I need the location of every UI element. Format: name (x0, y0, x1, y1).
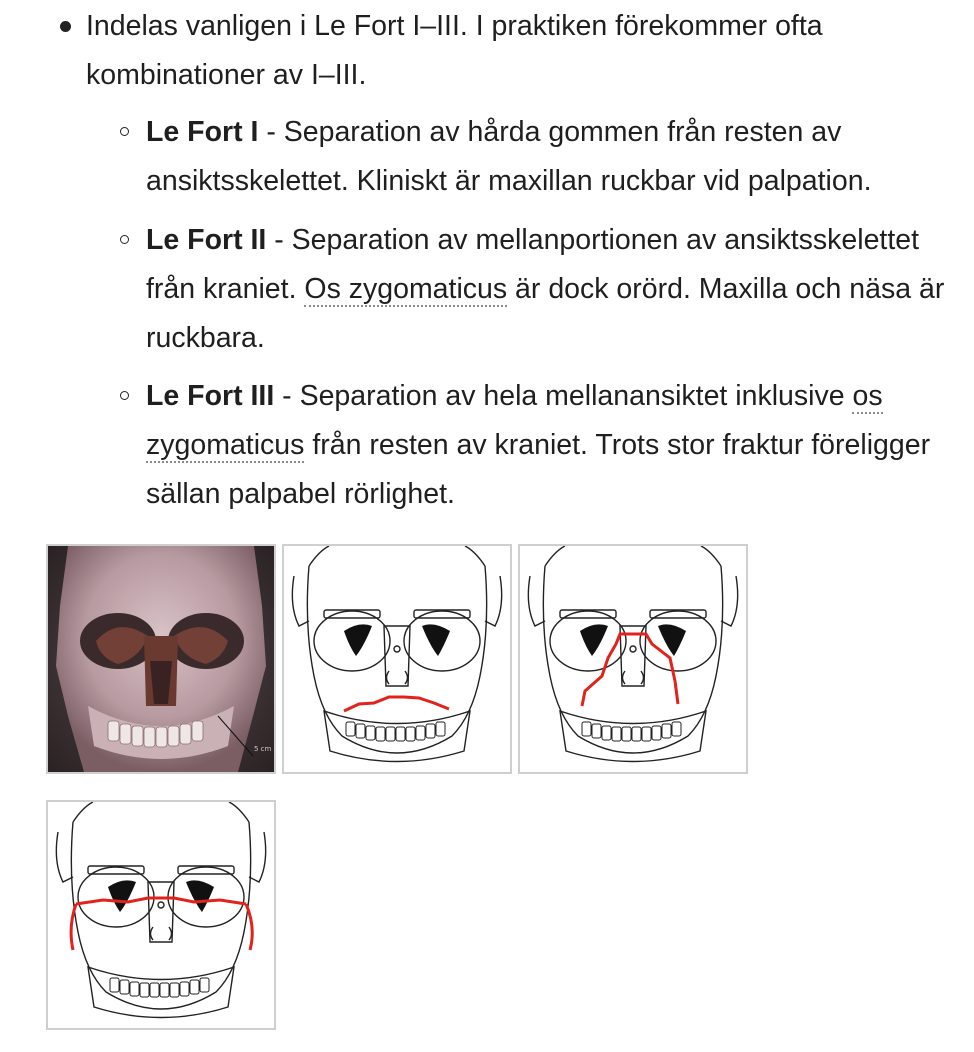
list-item-classification (86, 2, 966, 100)
list-item-le-fort-ii (146, 216, 966, 363)
term-le-fort-ii: Le Fort II (146, 224, 267, 256)
le-fort-i-diagram[interactable] (282, 544, 512, 774)
skull-diagram-le-fort-i (284, 546, 510, 772)
intro-text: Indelas vanligen i Le Fort I–III. I praktiken förekommer ofta kombinationer av I–III. (86, 10, 823, 91)
scale-label: 5 cm (254, 745, 272, 753)
link-os-zygomaticus[interactable]: os zygomaticus (146, 380, 883, 461)
description-le-fort-iii-part1: - Separation av hela mellanansiktet inklusive (274, 380, 853, 412)
list-item-le-fort-iii (146, 372, 966, 519)
skull-diagram-le-fort-ii (520, 546, 746, 772)
le-fort-iii-diagram[interactable] (46, 800, 276, 1030)
skull-ct-illustration (48, 546, 274, 772)
list-item-le-fort-i (146, 108, 966, 206)
le-fort-ii-diagram[interactable] (518, 544, 748, 774)
description-le-fort-i: - Separation av hårda gommen från resten av ansiktsskelettet. Kliniskt är maxillan ruckbar vid palpation. (146, 116, 872, 197)
bullet-circle (120, 391, 129, 400)
term-le-fort-i: Le Fort I (146, 116, 259, 148)
description-le-fort-iii-part2: från resten av kraniet. Trots stor fraktur föreligger sällan palpabel rörlighet. (146, 429, 931, 510)
term-le-fort-iii: Le Fort III (146, 380, 275, 412)
ct-3d-reconstruction-image[interactable] (46, 544, 276, 774)
bullet-circle (120, 127, 129, 136)
skull-diagram-le-fort-iii (48, 802, 274, 1028)
description-le-fort-ii-part2: är dock orörd. Maxilla och näsa är ruckbara. (146, 273, 945, 354)
link-os-zygomaticus[interactable]: Os zygomaticus (304, 273, 508, 305)
bullet-circle (120, 235, 129, 244)
bullet-disc (60, 21, 71, 32)
description-le-fort-ii-part1: - Separation av mellanportionen av ansiktsskelettet från kraniet. (146, 224, 920, 305)
